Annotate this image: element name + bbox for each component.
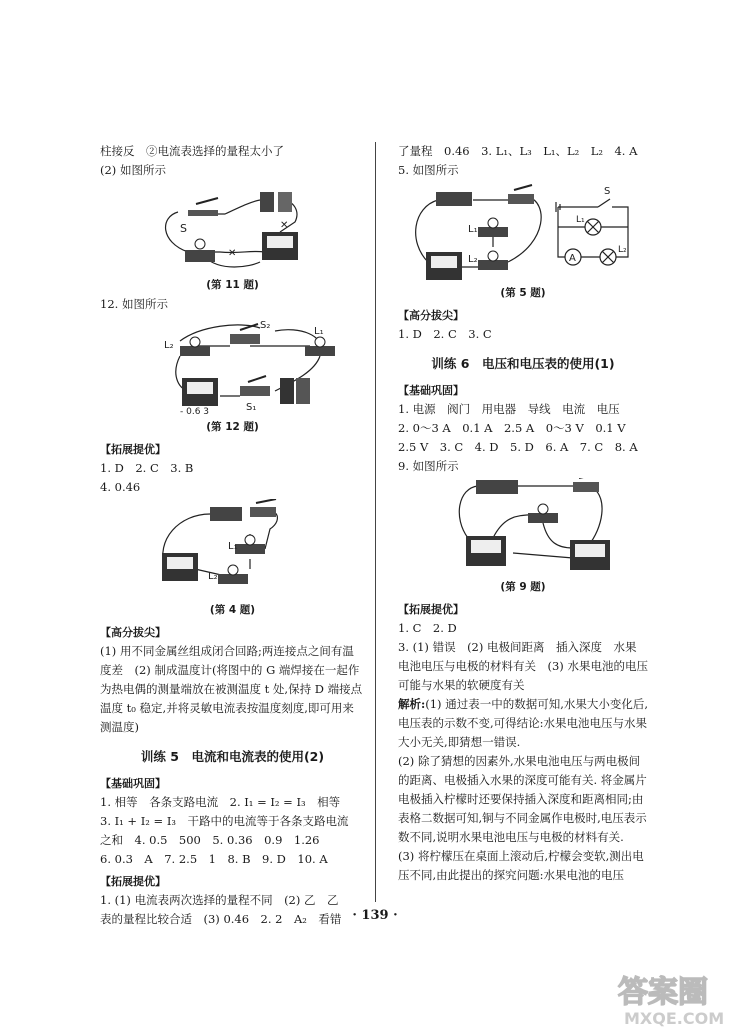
svg-text:L₁: L₁ (576, 215, 585, 225)
figure-caption: (第 11 题) (206, 279, 259, 291)
figure-11 (100, 182, 365, 274)
section-heading: 【拓展提优】 (100, 875, 166, 888)
answer-line: (2) 如图所示 (100, 163, 166, 177)
circuit-diagram-5 (398, 182, 648, 282)
analysis-paragraph: (3) 将柠檬压在桌面上滚动后,柠檬会变软,测出电压不同,由此提出的探究问题:水果电池的电压 (398, 849, 644, 882)
svg-text:S: S (604, 186, 611, 197)
answer-line: 9. 如图所示 (398, 459, 459, 473)
figure-9 (398, 478, 648, 576)
left-column (100, 142, 365, 929)
answer-line: 5. 如图所示 (398, 163, 459, 177)
battery (260, 192, 274, 212)
section-heading: 【基础巩固】 (398, 384, 464, 397)
svg-text:L₁: L₁ (314, 326, 324, 337)
answer-line: 6. 0.3 A 7. 2.5 1 8. B 9. D 10. A (100, 852, 328, 866)
figure-12 (100, 316, 365, 416)
svg-text:S₂: S₂ (260, 320, 271, 331)
analysis-text: (1) 通过表一中的数据可知,水果大小变化后,电压表的示数不变,可得结论:水果电池电压与水果大小无关,即猜想一错误. (398, 697, 649, 749)
right-column (398, 142, 648, 885)
answer-line: 1. 相等 各条支路电流 2. I₁ = I₂ = I₃ 相等 (100, 795, 341, 809)
circuit-diagram-11 (100, 182, 365, 274)
figure-4 (100, 499, 365, 599)
circuit-diagram-12 (100, 316, 365, 416)
answer-line: 1. D 2. C 3. B (100, 461, 194, 475)
svg-text:L₂: L₂ (208, 571, 218, 582)
battery (476, 480, 518, 494)
svg-text:✕: ✕ (228, 248, 237, 259)
analysis-paragraph: (2) 除了猜想的因素外,水果电池电压与两电极间的距离、电极插入水果的深度可能有关. 将金属片电极插入柠檬时还要保持插入深度和距离相同;由表格二数据可知,铜与不同金属作电极时,电压表示数不同,说明水果电池电压与电极的材料有关. (398, 754, 647, 844)
svg-text:✕: ✕ (280, 220, 289, 231)
section-heading: 【拓展提优】 (100, 443, 166, 456)
section-heading: 【拓展提优】 (398, 603, 464, 616)
svg-text:L₂: L₂ (618, 245, 627, 255)
page-number: · 139 · (352, 908, 398, 923)
watermark-logo (610, 968, 740, 1030)
section-heading: 【高分拔尖】 (398, 309, 464, 322)
circuit-diagram-9 (398, 478, 648, 576)
svg-text:MXQE.COM: MXQE.COM (624, 1009, 725, 1028)
answer-line: 1. C 2. D (398, 621, 457, 635)
svg-text:- 0.6 3: - 0.6 3 (180, 407, 210, 416)
svg-text:L₁: L₁ (468, 224, 478, 235)
svg-text:A: A (569, 253, 576, 264)
section-heading: 【高分拔尖】 (100, 626, 166, 639)
answer-line: 1. D 2. C 3. C (398, 327, 492, 341)
answer-line: 4. 0.46 (100, 480, 141, 494)
answer-line: 12. 如图所示 (100, 297, 168, 311)
answer-line: 1. (1) 电流表两次选择的量程不同 (2) 乙 乙 (100, 893, 339, 907)
analysis-paragraph (398, 695, 648, 752)
answer-line: 1. 电源 阀门 用电器 导线 电流 电压 (398, 402, 620, 416)
section-heading: 【基础巩固】 (100, 777, 166, 790)
answer-line: 2. 0～3 A 0.1 A 2.5 A 0～3 V 0.1 V (398, 421, 626, 435)
answer-line: 3. I₁ + I₂ = I₃ 干路中的电流等于各条支路电流 (100, 814, 349, 828)
answer-paragraph: (1) 用不同金属丝组成闭合回路;两连接点之间有温度差 (2) 制成温度计(将图中的 G 端焊接在一起作为热电偶的测量端放在被测温度 t 处,保持 D 端接点温度 t₀ 稳定,并将灵敏电流表按温度刻度,即可用来测温度) (100, 644, 363, 734)
battery (210, 507, 242, 521)
figure-caption: (第 4 题) (209, 604, 256, 616)
figure-caption: (第 12 题) (206, 421, 259, 433)
lesson-title: 训练 6 电压和电压表的使用(1) (431, 356, 615, 371)
analysis-label: 解析: (398, 697, 426, 711)
svg-text:答案圈: 答案圈 (618, 975, 708, 1010)
answer-paragraph: 3. (1) 错误 (2) 电极间距离 插入深度 水果电池电压与电极的材料有关 (3) 水果电池的电压可能与水果的软硬度有关 (398, 640, 648, 692)
figure-caption: (第 9 题) (500, 581, 546, 593)
figure-5 (398, 182, 648, 282)
schematic-5 (556, 199, 628, 265)
column-divider (375, 142, 376, 902)
battery (436, 192, 472, 206)
answer-line: 2.5 V 3. C 4. D 5. D 6. A 7. C 8. A (398, 440, 638, 454)
answer-line: 了量程 0.46 3. L₁、L₃ L₁、L₂ L₂ 4. A (398, 144, 638, 158)
svg-text:L₂: L₂ (468, 254, 478, 265)
svg-text:L₂: L₂ (164, 340, 174, 351)
figure-caption: (第 5 题) (500, 287, 546, 299)
answer-line: 表的量程比较合适 (3) 0.46 2. 2 A₂ 看错 (100, 912, 342, 926)
answer-line: 柱接反 ②电流表选择的量程太小了 (100, 144, 284, 158)
svg-text:L₁: L₁ (228, 541, 238, 552)
switch-base (188, 210, 218, 216)
svg-text:S₁: S₁ (246, 402, 257, 413)
lesson-title: 训练 5 电流和电流表的使用(2) (140, 749, 325, 764)
answer-line: 之和 4. 0.5 500 5. 0.36 0.9 1.26 (100, 833, 320, 847)
svg-text:S: S (180, 222, 187, 235)
circuit-diagram-4 (100, 499, 365, 599)
